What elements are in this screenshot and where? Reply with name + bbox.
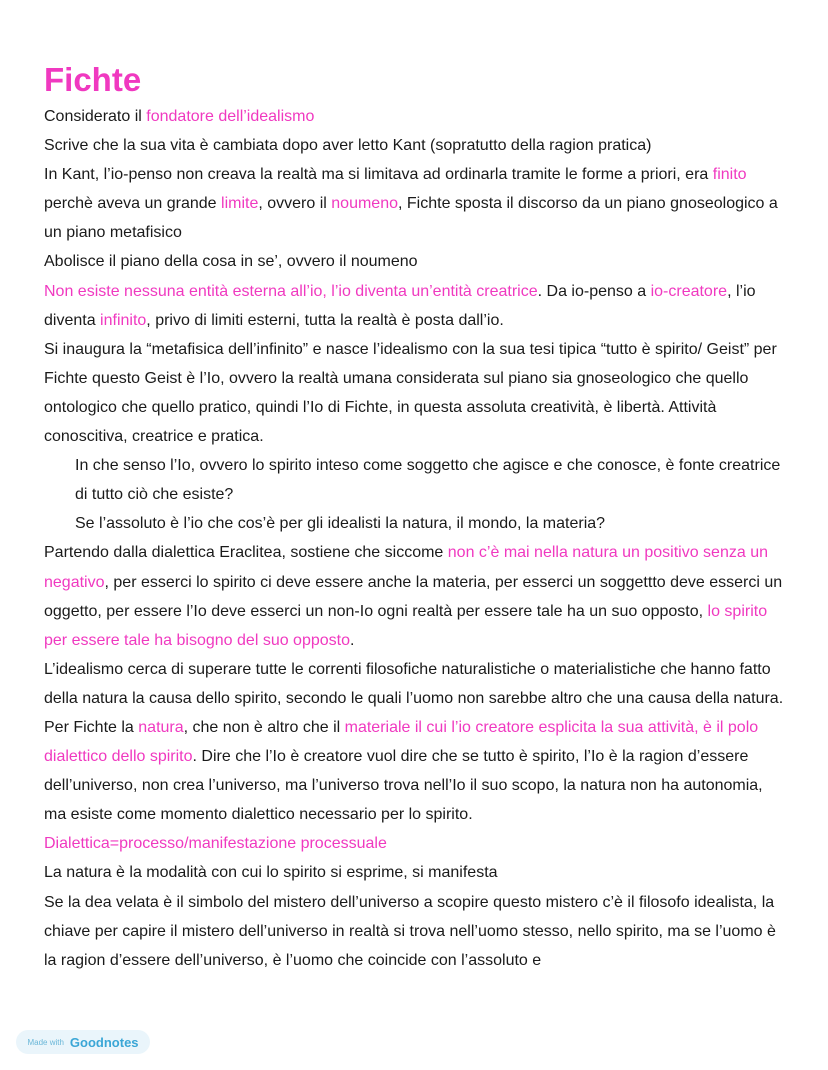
highlight-run: Non esiste nessuna entità esterna all’io, l’io diventa un’entità creatrice bbox=[44, 282, 538, 300]
paragraph-9 bbox=[44, 538, 789, 654]
highlight-run: Dialettica=processo/manifestazione processuale bbox=[44, 835, 387, 853]
text-run: Scrive che la sua vita è cambiata dopo aver letto Kant (sopratutto della ragion pratica) bbox=[44, 137, 652, 155]
highlight-run: materiale il cui l’io creatore esplicita la sua attività, è il polo dialettico dello spirito bbox=[44, 718, 759, 766]
highlight-run: finito bbox=[712, 166, 747, 184]
highlight-run: non c’è mai nella natura un positivo senza un negativo bbox=[44, 544, 768, 591]
text-run: Considerato il bbox=[44, 108, 147, 125]
paragraph-13 bbox=[44, 888, 789, 975]
paragraph-11 bbox=[44, 829, 789, 858]
highlight-run: io-creatore bbox=[650, 282, 728, 300]
text-run: In Kant, l’io-penso non creava la realtà ma si limitava ad ordinarla tramite le forme a priori, era bbox=[44, 166, 713, 184]
highlight-run: noumeno bbox=[331, 195, 398, 213]
goodnotes-badge[interactable] bbox=[16, 1030, 150, 1054]
text-run: , privo di limiti esterni, tutta la realtà è posta dall’io. bbox=[146, 311, 504, 329]
paragraph-3 bbox=[44, 160, 789, 247]
text-run: Abolisce il piano della cosa in se’, ovvero il noumeno bbox=[44, 253, 418, 271]
text-run: , Fichte sposta il discorso da un piano gnoseologico a un piano metafisico bbox=[44, 195, 778, 242]
text-run: In che senso l’Io, ovvero lo spirito inteso come soggetto che agisce e che conosce, è fonte creatrice di tutto ciò che esiste? bbox=[75, 457, 781, 504]
paragraph-10 bbox=[44, 655, 789, 830]
goodnotes-brand: Goodnotes bbox=[69, 1034, 139, 1050]
paragraph-2 bbox=[44, 131, 789, 160]
text-run: perchè aveva un grande bbox=[44, 195, 222, 213]
page-title: Fichte bbox=[44, 61, 142, 98]
text-run: , che non è altro che il bbox=[183, 718, 345, 736]
text-run: La natura è la modalità con cui lo spirito si esprime, si manifesta bbox=[44, 864, 498, 882]
highlight-run: infinito bbox=[100, 311, 147, 329]
paragraph-12 bbox=[44, 858, 789, 887]
paragraph-7-indented bbox=[44, 451, 789, 509]
text-run: Se l’assoluto è l’io che cos’è per gli idealisti la natura, il mondo, la materia? bbox=[75, 515, 606, 533]
made-with-label: Made with bbox=[27, 1037, 64, 1047]
text-run: Partendo dalla dialettica Eraclitea, sostiene che siccome bbox=[44, 544, 448, 562]
text-run: , l’io diventa bbox=[44, 282, 756, 329]
highlight-run: lo spirito per essere tale ha bisogno del suo opposto bbox=[44, 602, 768, 649]
text-run: . bbox=[350, 631, 355, 649]
highlight-run: natura bbox=[138, 718, 184, 736]
paragraph-6 bbox=[44, 335, 789, 451]
paragraph-5 bbox=[44, 277, 789, 335]
text-run: L’idealismo cerca di superare tutte le correnti filosofiche naturalistiche o materialistiche che hanno fatto della natura la causa dello spirito, secondo le quali l’uomo non sarebbe altro che una causa della natura. Per Fichte la bbox=[44, 660, 784, 736]
paragraph-4 bbox=[44, 247, 789, 276]
text-run: Si inaugura la “metafisica dell’infinito” e nasce l’idealismo con la sua tesi tipica “tutto è spirito/ Geist” per Fichte questo Geist è l’Io, ovvero la realtà umana considerata sul piano sia gnoseologico che quello ontologico che quello pratico, quindi l’Io di Fichte, in questa assoluta creatività, è libertà. Attività conoscitiva, creatrice e pratica. bbox=[44, 340, 777, 446]
text-run: . Da io-penso a bbox=[537, 282, 651, 300]
highlight-run: fondatore dell’idealismo bbox=[146, 108, 315, 125]
text-run: , per esserci lo spirito ci deve essere anche la materia, per esserci un soggettto deve esserci un oggetto, per essere l’Io deve esserci un non-Io ogni realtà per essere tale ha un suo opposto, bbox=[44, 573, 783, 620]
paragraph-1 bbox=[44, 102, 789, 131]
paragraph-8-indented bbox=[44, 509, 789, 538]
highlight-run: limite bbox=[221, 195, 259, 213]
note-page bbox=[44, 60, 789, 975]
text-run: Se la dea velata è il simbolo del mistero dell’universo a scopire questo mistero c’è il filosofo idealista, la chiave per capire il mistero dell’universo in realtà si trova nell’uomo stesso, nello spirito, ma se l’uomo è la ragion d’essere dell’universo, è l’uomo che coincide con l’assoluto e bbox=[44, 893, 776, 969]
text-run: , ovvero il bbox=[258, 195, 332, 213]
text-run: . Dire che l’Io è creatore vuol dire che se tutto è spirito, l’Io è la ragion d’essere dell’universo, non crea l’universo, ma l’universo trova nell’Io il suo scopo, la natura non ha autonomia, ma esiste come momento dialettico necessario per lo spirito. bbox=[44, 748, 763, 824]
